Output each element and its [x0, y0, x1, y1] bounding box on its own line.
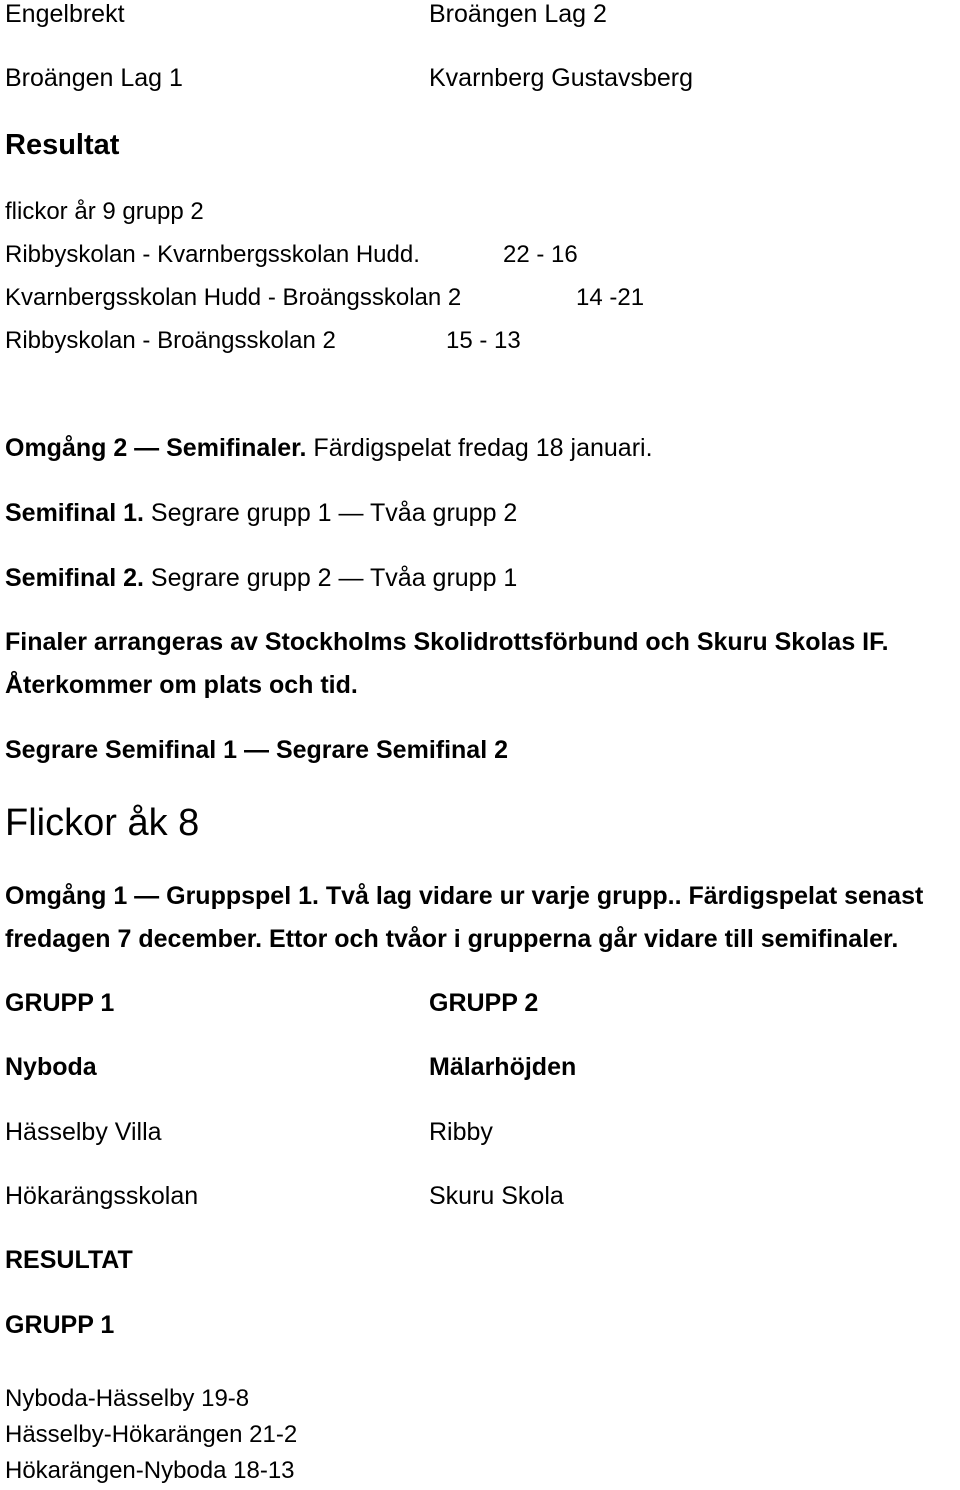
final-match: Segrare Semifinal 1 — Segrare Semifinal 2 [5, 736, 509, 764]
semifinal-1-rest: Segrare grupp 1 — Tvåa grupp 2 [143, 499, 518, 527]
grupp2-title: GRUPP 2 [429, 989, 539, 1017]
resultat-caps-heading: RESULTAT [5, 1246, 133, 1274]
grupp1-team: Hässelby Villa [5, 1118, 162, 1146]
result-score: 14 -21 [576, 284, 645, 311]
result-score: 22 - 16 [503, 241, 578, 268]
flickor-ak8-heading: Flickor åk 8 [5, 802, 200, 844]
finals-info-2: Återkommer om plats och tid. [5, 671, 358, 699]
result-match: Kvarnbergsskolan Hudd - Broängsskolan 2 [5, 284, 462, 311]
semifinal-2-rest: Segrare grupp 2 — Tvåa grupp 1 [143, 564, 518, 592]
grupp1-result: Hässelby-Hökarängen 21-2 [5, 1421, 298, 1448]
semifinal-1-line [5, 499, 517, 528]
grupp1-result: Nyboda-Hässelby 19-8 [5, 1385, 250, 1412]
team-kvarnberg-gustavsberg: Kvarnberg Gustavsberg [429, 64, 694, 92]
grupp2-team: Skuru Skola [429, 1182, 564, 1210]
resultat-heading: Resultat [5, 129, 120, 161]
result-match: Ribbyskolan - Broängsskolan 2 [5, 327, 336, 354]
omgang1-line-1: Omgång 1 — Gruppspel 1. Två lag vidare ur varje grupp.. Färdigspelat senast [5, 882, 924, 910]
grupp1-results-title: GRUPP 1 [5, 1311, 115, 1339]
team-broangen-lag-1: Broängen Lag 1 [5, 64, 183, 92]
result-row [5, 327, 336, 355]
omgang2-line [5, 434, 653, 463]
result-row [5, 284, 461, 312]
grupp2-team: Mälarhöjden [429, 1053, 577, 1081]
result-score: 15 - 13 [446, 327, 521, 354]
grupp1-title: GRUPP 1 [5, 989, 115, 1017]
group-label-flickor-ar-9: flickor år 9 grupp 2 [5, 198, 204, 225]
grupp2-team: Ribby [429, 1118, 493, 1146]
team-broangen-lag-2: Broängen Lag 2 [429, 0, 607, 28]
finals-info-1: Finaler arrangeras av Stockholms Skolidrottsförbund och Skuru Skolas IF. [5, 628, 889, 656]
semifinal-2-line [5, 564, 517, 593]
grupp1-team: Nyboda [5, 1053, 97, 1081]
team-engelbrekt: Engelbrekt [5, 0, 125, 28]
omgang1-line-2: fredagen 7 december. Ettor och tvåor i grupperna går vidare till semifinaler. [5, 925, 899, 953]
omgang2-lead: Omgång 2 — Semifinaler. [5, 434, 307, 462]
semifinal-2-lead: Semifinal 2. [5, 564, 144, 592]
grupp1-result: Hökarängen-Nyboda 18-13 [5, 1457, 295, 1484]
grupp1-team: Hökarängsskolan [5, 1182, 199, 1210]
result-match: Ribbyskolan - Kvarnbergsskolan Hudd. [5, 241, 420, 268]
result-row [5, 241, 420, 269]
omgang2-rest: Färdigspelat fredag 18 januari. [306, 434, 653, 462]
semifinal-1-lead: Semifinal 1. [5, 499, 144, 527]
